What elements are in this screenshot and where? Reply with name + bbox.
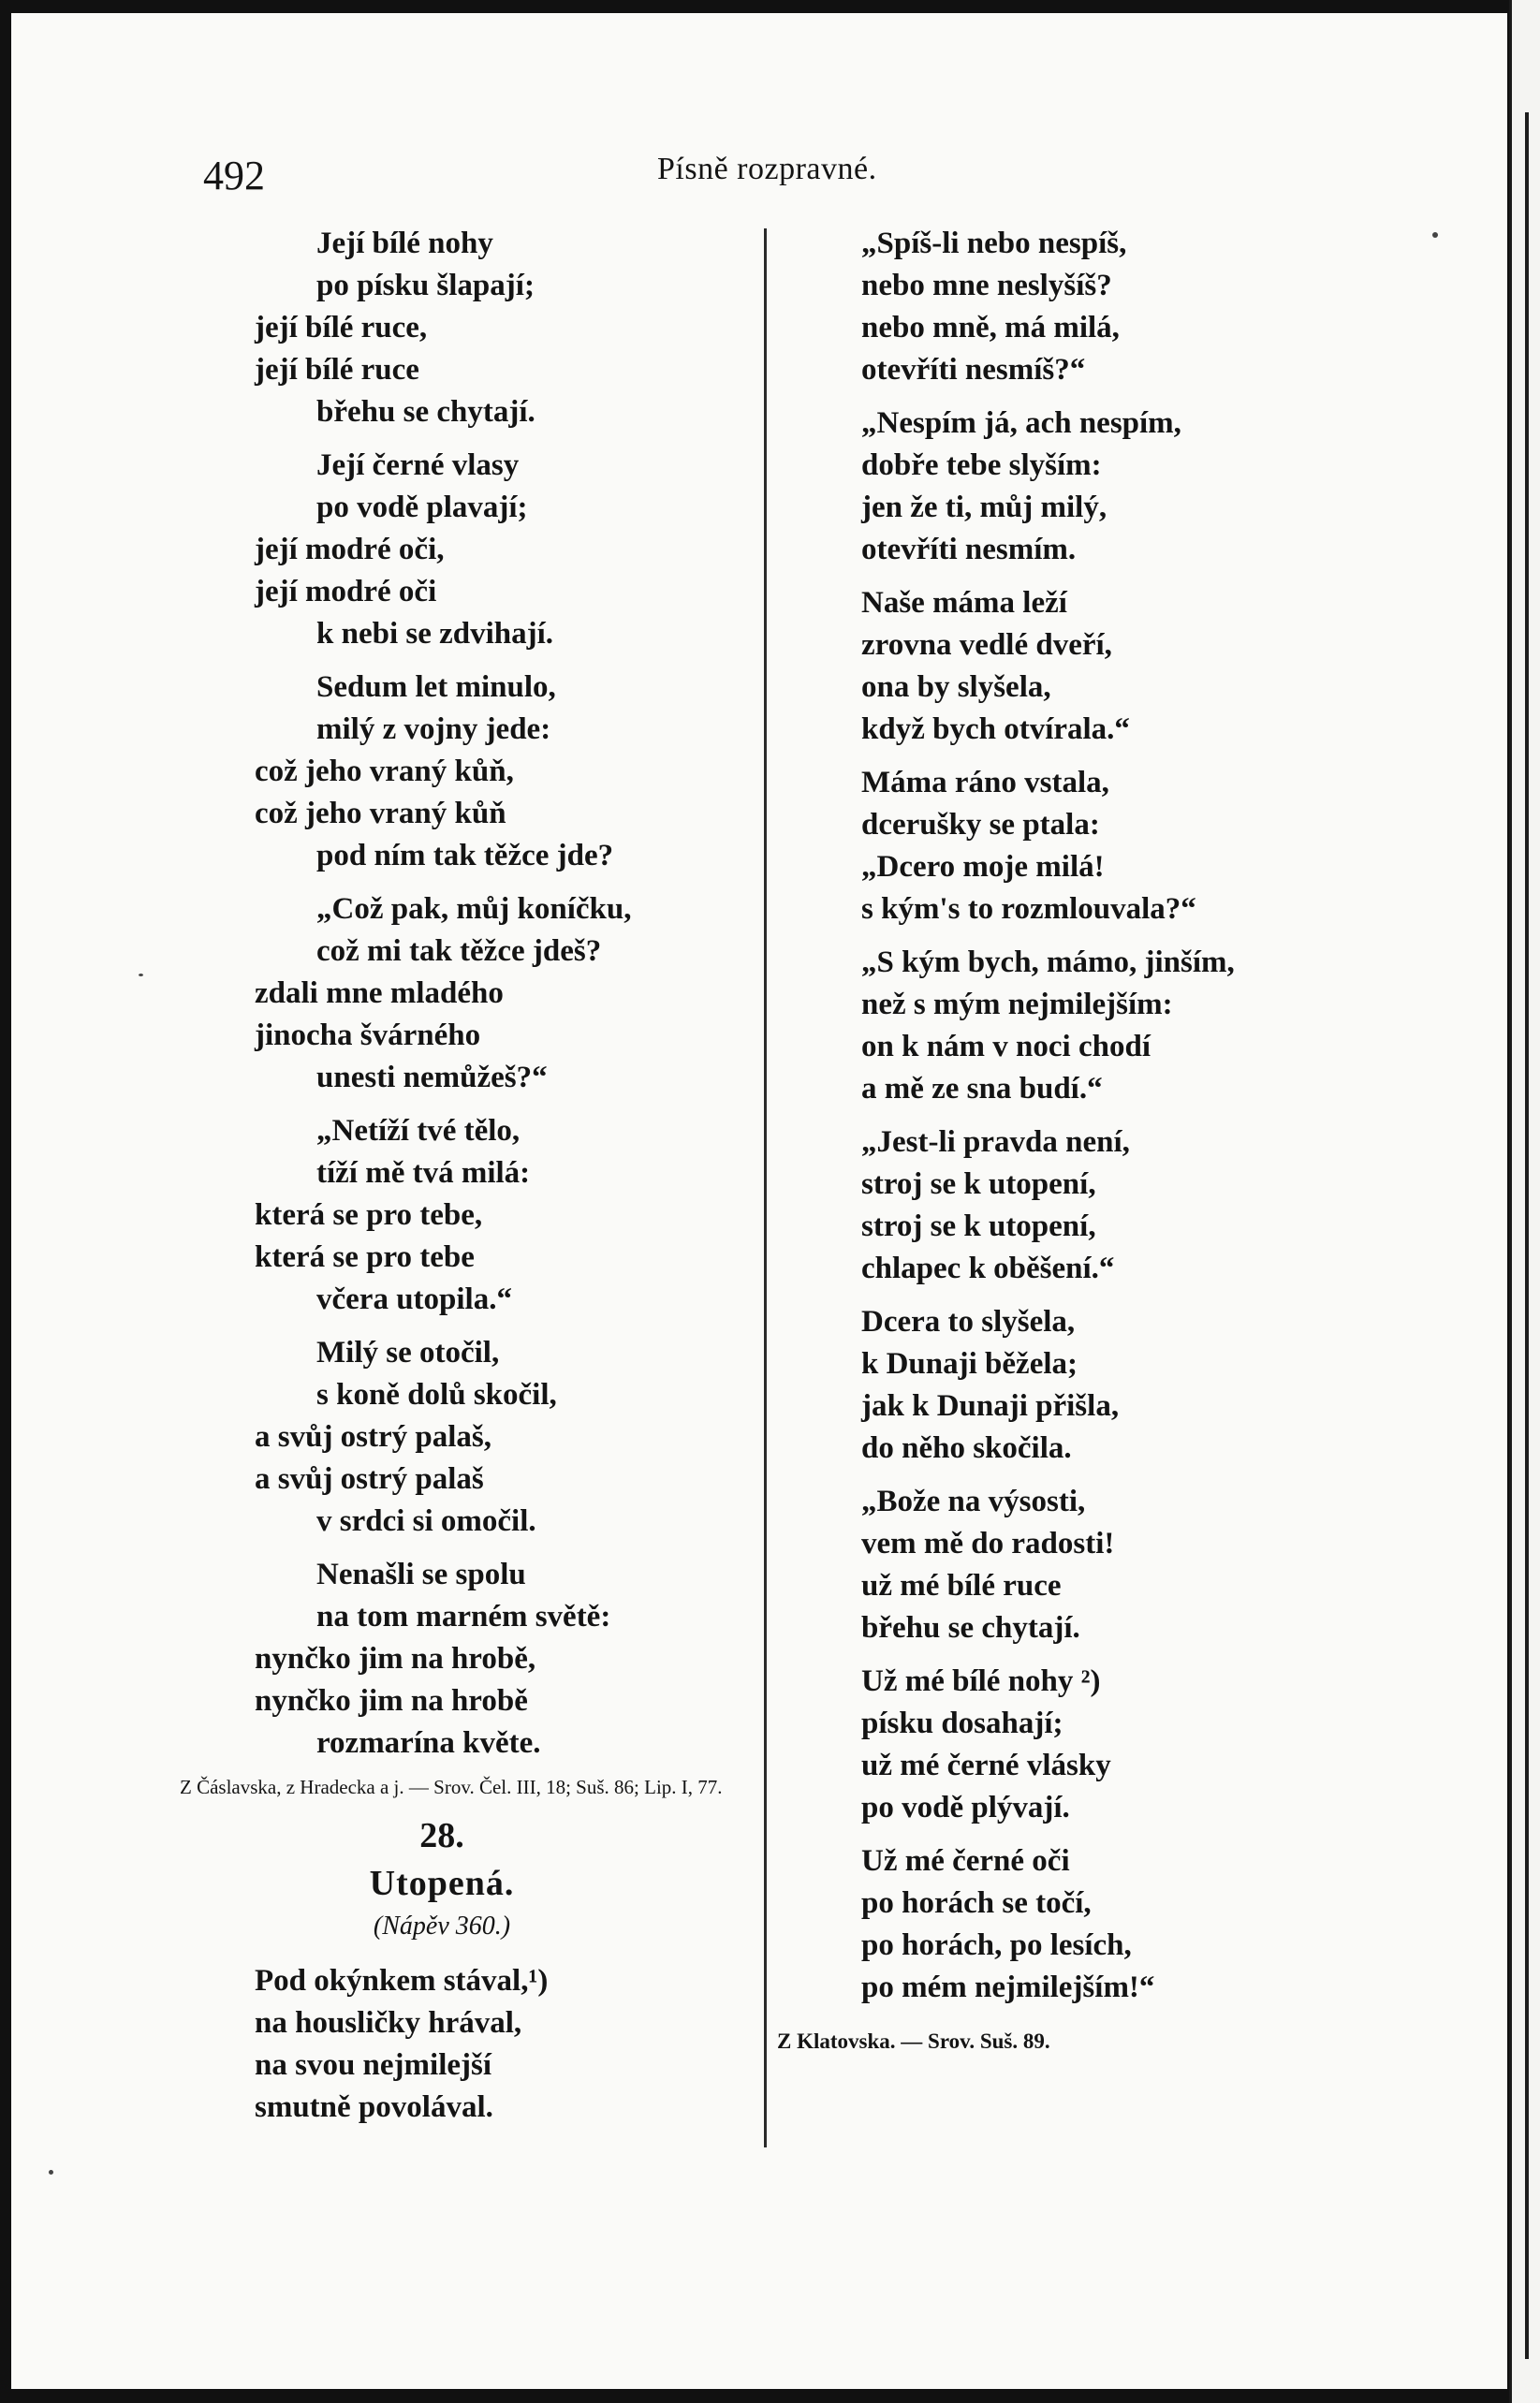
verse-line: když bych otvírala.“	[861, 712, 1130, 746]
running-title: Písně rozpravné.	[657, 152, 877, 186]
verse-line: on k nám v noci chodí	[861, 1030, 1151, 1063]
verse-line: Její bílé nohy	[316, 227, 493, 260]
verse-line: její bílé ruce	[255, 353, 419, 387]
verse-line: což jeho vraný kůň	[255, 797, 506, 830]
verse-line: stroj se k utopení,	[861, 1167, 1096, 1201]
verse-line: Dcera to slyšela,	[861, 1305, 1076, 1339]
verse-line: a svůj ostrý palaš	[255, 1462, 484, 1496]
verse-line: v srdci si omočil.	[316, 1504, 536, 1538]
stanza	[861, 762, 1386, 930]
stanza	[861, 1840, 1386, 2009]
verse-line: břehu se chytají.	[861, 1611, 1080, 1645]
verse-line: tíží mě tvá milá:	[316, 1156, 531, 1190]
stanza	[861, 1481, 1386, 1649]
verse-line: její modré oči	[255, 575, 437, 608]
verse-line: už mé bílé ruce	[861, 1569, 1062, 1603]
verse-line: Už mé černé oči	[861, 1844, 1070, 1878]
tune-note: (Nápěv 360.)	[373, 1912, 511, 1941]
paper-speck	[1432, 232, 1438, 238]
book-spine-edge	[1509, 0, 1540, 2403]
verse-line: „S kým bych, mámo, jinším,	[861, 945, 1235, 979]
verse-line: Máma ráno vstala,	[861, 766, 1109, 799]
verse-line: milý z vojny jede:	[316, 712, 551, 746]
verse-line: na svou nejmilejší	[255, 2048, 492, 2082]
verse-line: po vodě plavají;	[316, 491, 528, 524]
verse-line: dcerušky se ptala:	[861, 808, 1100, 842]
verse-line: zdali mne mladého	[255, 976, 504, 1010]
verse-line: jinocha švárného	[255, 1018, 481, 1052]
verse-line: Pod okýnkem stával,¹)	[255, 1964, 549, 1998]
paper-speck	[139, 974, 143, 976]
stanza	[861, 223, 1386, 391]
verse-line: ona by slyšela,	[861, 670, 1051, 704]
source-note-left: Z Čáslavska, z Hradecka a j. — Srov. Čel. III, 18; Suš. 86; Lip. I, 77.	[180, 1776, 723, 1798]
stanza	[861, 1121, 1386, 1290]
verse-line: jen že ti, můj milý,	[861, 491, 1107, 524]
verse-line: „Dcero moje milá!	[861, 850, 1105, 884]
verse-line: po písku šlapají;	[316, 269, 535, 302]
verse-line: s koně dolů skočil,	[316, 1378, 557, 1412]
stanza	[861, 942, 1386, 1110]
verse-line: „Bože na výsosti,	[861, 1485, 1086, 1518]
verse-line: Její černé vlasy	[316, 448, 520, 482]
verse-line: a svůj ostrý palaš,	[255, 1420, 492, 1454]
verse-line: k nebi se zdvihají.	[316, 617, 554, 651]
verse-line: „Což pak, můj koníčku,	[316, 892, 632, 926]
verse-line: dobře tebe slyším:	[861, 448, 1102, 482]
song-number: 28.	[419, 1816, 464, 1855]
verse-line: což jeho vraný kůň,	[255, 755, 514, 788]
verse-line: na housličky hrával,	[255, 2006, 522, 2040]
verse-line: nynčko jim na hrobě	[255, 1684, 528, 1718]
verse-line: „Spíš-li nebo nespíš,	[861, 227, 1127, 260]
stanza	[255, 1110, 760, 1321]
verse-line: po mém nejmilejším!“	[861, 1971, 1155, 2004]
right-column	[777, 223, 1386, 2062]
verse-line: „Nespím já, ach nespím,	[861, 406, 1181, 440]
verse-line: zrovna vedlé dveří,	[861, 628, 1112, 662]
verse-line: její bílé ruce,	[255, 311, 428, 344]
verse-line: k Dunaji běžela;	[861, 1347, 1078, 1381]
paper-speck	[49, 2170, 53, 2175]
stanza	[861, 582, 1386, 751]
verse-line: po vodě plývají.	[861, 1791, 1070, 1824]
verse-line: jak k Dunaji přišla,	[861, 1389, 1120, 1423]
song-title: Utopená.	[369, 1864, 515, 1903]
verse-line: která se pro tebe,	[255, 1198, 483, 1232]
verse-line: její modré oči,	[255, 533, 445, 566]
stanza	[255, 1554, 760, 1765]
verse-line: Milý se otočil,	[316, 1336, 500, 1370]
verse-line: Naše máma leží	[861, 586, 1067, 620]
verse-line: která se pro tebe	[255, 1240, 475, 1274]
verse-line: vem mě do radosti!	[861, 1527, 1115, 1560]
verse-line: rozmarína květe.	[316, 1726, 541, 1760]
verse-line: Nenašli se spolu	[316, 1558, 526, 1591]
stanza	[861, 403, 1386, 571]
stanza	[861, 1301, 1386, 1470]
verse-line: unesti nemůžeš?“	[316, 1061, 548, 1094]
verse-line: smutně povolával.	[255, 2090, 493, 2124]
verse-line: nebo mně, má milá,	[861, 311, 1120, 344]
verse-line: včera utopila.“	[316, 1282, 512, 1316]
verse-line: „Jest-li pravda není,	[861, 1125, 1130, 1159]
source-note-right: Z Klatovska. — Srov. Suš. 89.	[777, 2029, 1050, 2053]
stanza	[255, 223, 760, 433]
verse-line: a mě ze sna budí.“	[861, 1072, 1103, 1106]
verse-line: s kým's to rozmlouvala?“	[861, 892, 1196, 926]
verse-line: břehu se chytají.	[316, 395, 535, 429]
verse-line: do něho skočila.	[861, 1431, 1072, 1465]
verse-line: Už mé bílé nohy ²)	[861, 1664, 1101, 1698]
verse-line: chlapec k oběšení.“	[861, 1252, 1115, 1285]
verse-line: otevříti nesmíš?“	[861, 353, 1086, 387]
verse-line: nynčko jim na hrobě,	[255, 1642, 536, 1676]
verse-line: stroj se k utopení,	[861, 1209, 1096, 1243]
column-divider	[764, 228, 767, 2147]
left-column	[180, 223, 760, 2140]
verse-line: pod ním tak těžce jde?	[316, 839, 614, 872]
verse-line: otevříti nesmím.	[861, 533, 1077, 566]
stanza	[255, 445, 760, 655]
verse-line: po horách, po lesích,	[861, 1928, 1132, 1962]
verse-line: písku dosahají;	[861, 1707, 1063, 1740]
verse-line: což mi tak těžce jdeš?	[316, 934, 602, 968]
right-stanzas	[861, 223, 1386, 2009]
stanza	[861, 1661, 1386, 1829]
verse-line: už mé černé vlásky	[861, 1749, 1111, 1782]
verse-line: „Netíží tvé tělo,	[316, 1114, 521, 1148]
verse-line: než s mým nejmilejším:	[861, 988, 1173, 1021]
stanza	[255, 667, 760, 877]
page-number: 492	[203, 153, 265, 198]
verse-line: Sedum let minulo,	[316, 670, 556, 704]
verse-line: po horách se točí,	[861, 1886, 1092, 1920]
stanza	[255, 888, 760, 1099]
verse-line: na tom marném světě:	[316, 1600, 611, 1634]
stanza	[255, 1960, 760, 2129]
stanza	[255, 1332, 760, 1543]
song-stanzas	[255, 1960, 760, 2129]
left-stanzas	[255, 223, 760, 1765]
verse-line: nebo mne neslyšíš?	[861, 269, 1112, 302]
